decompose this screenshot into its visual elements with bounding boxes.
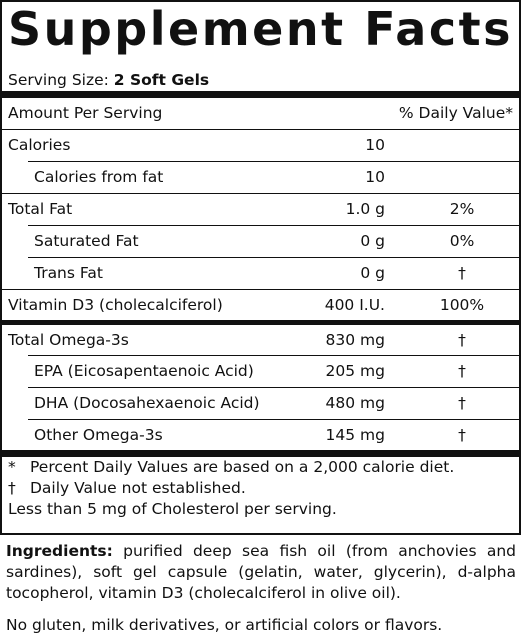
table-row	[2, 130, 519, 161]
nutrient-daily-value: 0%	[449, 232, 475, 250]
nutrient-amount: 0 g	[360, 232, 385, 250]
nutrient-daily-value: 100%	[439, 296, 485, 314]
nutrient-amount: 10	[365, 168, 385, 186]
nutrient-name: Saturated Fat	[34, 232, 139, 250]
nutrient-name: Vitamin D3 (cholecalciferol)	[8, 296, 223, 314]
allergen-statement: No gluten, milk derivatives, or artificial colors or flavors.	[6, 616, 443, 634]
table-row	[2, 226, 519, 257]
nutrient-name: Calories from fat	[34, 168, 164, 186]
not-established-text: Daily Value not established.	[30, 479, 246, 497]
header-row	[2, 98, 519, 129]
daily-values-footnote	[8, 457, 454, 478]
daily-values-text: Percent Daily Values are based on a 2,000 calorie diet.	[30, 458, 455, 476]
nutrient-daily-value: 2%	[449, 200, 475, 218]
daily-value-header: % Daily Value*	[398, 104, 513, 122]
nutrient-amount: 400 I.U.	[324, 296, 385, 314]
nutrient-name: Total Fat	[8, 200, 73, 218]
ingredients-label: Ingredients:	[6, 542, 113, 560]
table-row	[2, 258, 519, 289]
cholesterol-note: Less than 5 mg of Cholesterol per serving.	[8, 500, 337, 518]
nutrient-daily-value: †	[458, 426, 466, 444]
nutrient-name: Calories	[8, 136, 71, 154]
ingredients-text: purified deep sea fish oil (from anchovies and sardines), soft gel capsule (gelatin, water, glycerin), d-alpha tocopherol, vitamin D3 (cholecalciferol in olive oil).	[6, 542, 516, 602]
nutrient-amount: 480 mg	[325, 394, 385, 412]
ingredients	[6, 541, 516, 604]
table-row	[2, 162, 519, 193]
dagger-symbol: †	[8, 479, 16, 497]
thick-divider-bottom	[2, 450, 519, 457]
nutrient-daily-value: †	[458, 264, 466, 282]
nutrient-name: Other Omega-3s	[34, 426, 163, 444]
nutrient-amount: 1.0 g	[345, 200, 385, 218]
table-row	[2, 290, 519, 321]
nutrient-amount: 0 g	[360, 264, 385, 282]
panel-title: Supplement Facts	[8, 2, 513, 56]
table-row	[2, 420, 519, 451]
serving-size-value: 2 Soft Gels	[113, 71, 210, 89]
not-established-footnote	[8, 478, 454, 499]
table-row	[2, 388, 519, 419]
serving-size	[8, 70, 209, 90]
nutrient-daily-value: †	[458, 394, 466, 412]
nutrient-daily-value: †	[458, 331, 466, 349]
nutrient-amount: 145 mg	[325, 426, 385, 444]
nutrient-name: Trans Fat	[34, 264, 103, 282]
nutrient-amount: 205 mg	[325, 362, 385, 380]
nutrient-amount: 10	[365, 136, 385, 154]
nutrient-amount: 830 mg	[325, 331, 385, 349]
nutrient-name: Total Omega-3s	[8, 331, 129, 349]
thick-divider-top	[2, 91, 519, 98]
asterisk-symbol: *	[8, 458, 16, 476]
nutrient-daily-value: †	[458, 362, 466, 380]
nutrient-name: EPA (Eicosapentaenoic Acid)	[34, 362, 254, 380]
serving-size-label: Serving Size:	[8, 71, 109, 89]
nutrient-name: DHA (Docosahexaenoic Acid)	[34, 394, 260, 412]
table-row	[2, 356, 519, 387]
table-row	[2, 194, 519, 225]
footnotes	[8, 457, 454, 520]
table-row	[2, 325, 519, 356]
amount-per-serving-header: Amount Per Serving	[8, 104, 163, 122]
